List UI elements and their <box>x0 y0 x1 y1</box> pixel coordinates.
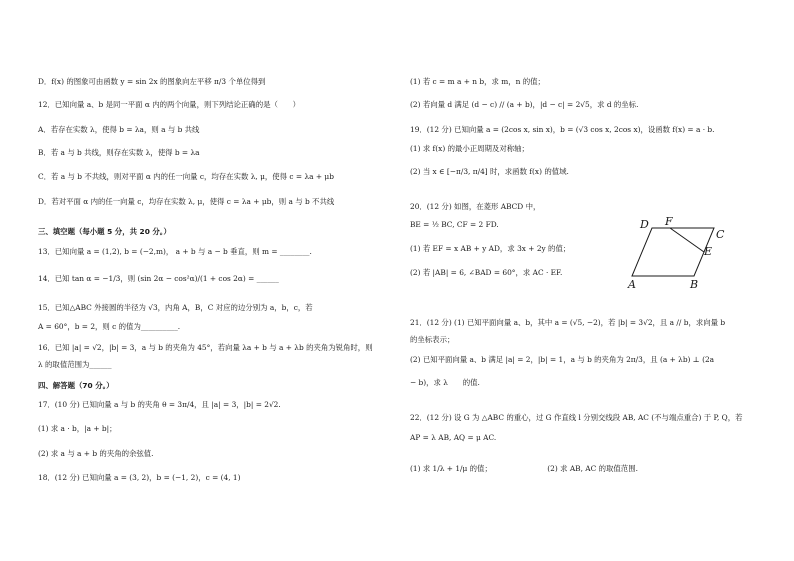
question-17-part1: (1) 求 a · b，|a + b|； <box>38 424 117 433</box>
question-19-part1: (1) 求 f(x) 的最小正周期及对称轴； <box>410 144 529 153</box>
question-18: 18．(12 分) 已知向量 a = (3, 2)，b = (−1, 2)，c = (4, 1) <box>38 473 241 482</box>
label-e: E <box>704 245 713 258</box>
question-20-part2: (2) 若 |AB| = 6, ∠BAD = 60°，求 AC · EF. <box>410 268 563 277</box>
label-f: F <box>665 215 673 228</box>
label-b: B <box>690 278 699 290</box>
option-12b: B．若 a 与 b 共线，则存在实数 λ，使得 b = λa <box>38 148 200 157</box>
rhombus-figure <box>618 214 730 290</box>
question-18-part1: (1) 若 c = m a + n b，求 m，n 的值； <box>410 77 545 86</box>
question-17: 17．(10 分) 已知向量 a 与 b 的夹角 θ = 3π/4，且 |a| = 3，|b| = 2√2. <box>38 400 281 409</box>
segment-ef <box>670 228 704 252</box>
question-21-part2-cont: − b)，求 λ 的值. <box>410 378 480 387</box>
question-22: 22．(12 分) 设 G 为 △ABC 的重心，过 G 作直线 l 分别交线段 AB, AC (不与端点重合) 于 P, Q，若 <box>410 413 743 422</box>
label-a: A <box>628 278 636 290</box>
question-16-line2: λ 的取值范围为______ <box>38 360 112 369</box>
option-12c: C．若 a 与 b 不共线，则对平面 α 内的任一向量 c，均存在实数 λ, μ，使得 c = λa + μb <box>38 172 334 181</box>
question-17-part2: (2) 求 a 与 a + b 的夹角的余弦值. <box>38 449 154 458</box>
rhombus-abcd <box>632 228 714 276</box>
question-15-line2: A = 60°，b = 2，则 c 的值为__________. <box>38 322 181 331</box>
label-c: C <box>716 228 725 241</box>
question-21-part2: (2) 已知平面向量 a、b 满足 |a| = 2，|b| = 1，a 与 b 的夹角为 2π/3，且 (a + λb) ⊥ (2a <box>410 355 715 364</box>
question-13: 13．已知向量 a = (1,2), b = (−2,m)， a + b 与 a − b 垂直，则 m = ________. <box>38 247 312 256</box>
section-answers: 四、解答题（70 分。） <box>38 381 114 390</box>
question-22-given: AP = λ AB, AQ = μ AC. <box>410 433 497 442</box>
question-22-parts: (1) 求 1/λ + 1/μ 的值； (2) 求 AB, AC 的取值范围. <box>410 464 638 473</box>
question-21-part1: 21．(12 分) (1) 已知平面向量 a、b，其中 a = (√5, −2)，若 |b| = 3√2，且 a // b，求向量 b <box>410 318 726 327</box>
question-20: 20．(12 分) 如图，在菱形 ABCD 中， <box>410 202 541 211</box>
question-20-given: BE = ½ BC, CF = 2 FD. <box>410 220 499 229</box>
option-11d: D．f(x) 的图象可由函数 y = sin 2x 的图象向左平移 π/3 个单位得到 <box>38 77 266 86</box>
option-12a: A．若存在实数 λ，使得 b = λa，则 a 与 b 共线 <box>38 125 200 134</box>
question-15-line1: 15．已知△ABC 外接圆的半径为 √3，内角 A，B，C 对应的边分别为 a，b，c，若 <box>38 303 313 312</box>
question-19: 19．(12 分) 已知向量 a = (2cos x, sin x)，b = (√3 cos x, 2cos x)，设函数 f(x) = a · b. <box>410 125 715 134</box>
question-14: 14．已知 tan α = −1/3，则 (sin 2α − cos²α)/(1 + cos 2α) = ______ <box>38 274 279 283</box>
question-16-line1: 16．已知 |a| = √2，|b| = 3，a 与 b 的夹角为 45°，若向量 λa + b 与 a + λb 的夹角为锐角时，则 <box>38 343 373 352</box>
question-20-part1: (1) 若 EF = x AB + y AD，求 3x + 2y 的值； <box>410 244 571 253</box>
question-12: 12．已知向量 a、b 是同一平面 α 内的两个向量，则下列结论正确的是（ ） <box>38 100 301 109</box>
question-21-part1-cont: 的坐标表示； <box>410 335 455 344</box>
question-18-part2: (2) 若向量 d 满足 (d − c) // (a + b)，|d − c| = 2√5，求 d 的坐标. <box>410 100 639 109</box>
section-fill-in: 三、填空题（每小题 5 分，共 20 分。） <box>38 227 171 236</box>
label-d: D <box>640 218 649 231</box>
option-12d: D．若对平面 α 内的任一向量 c，均存在实数 λ, μ，使得 c = λa + μb，则 a 与 b 不共线 <box>38 197 335 206</box>
question-19-part2: (2) 当 x ∈ [−π/3, π/4] 时，求函数 f(x) 的值域. <box>410 167 569 176</box>
